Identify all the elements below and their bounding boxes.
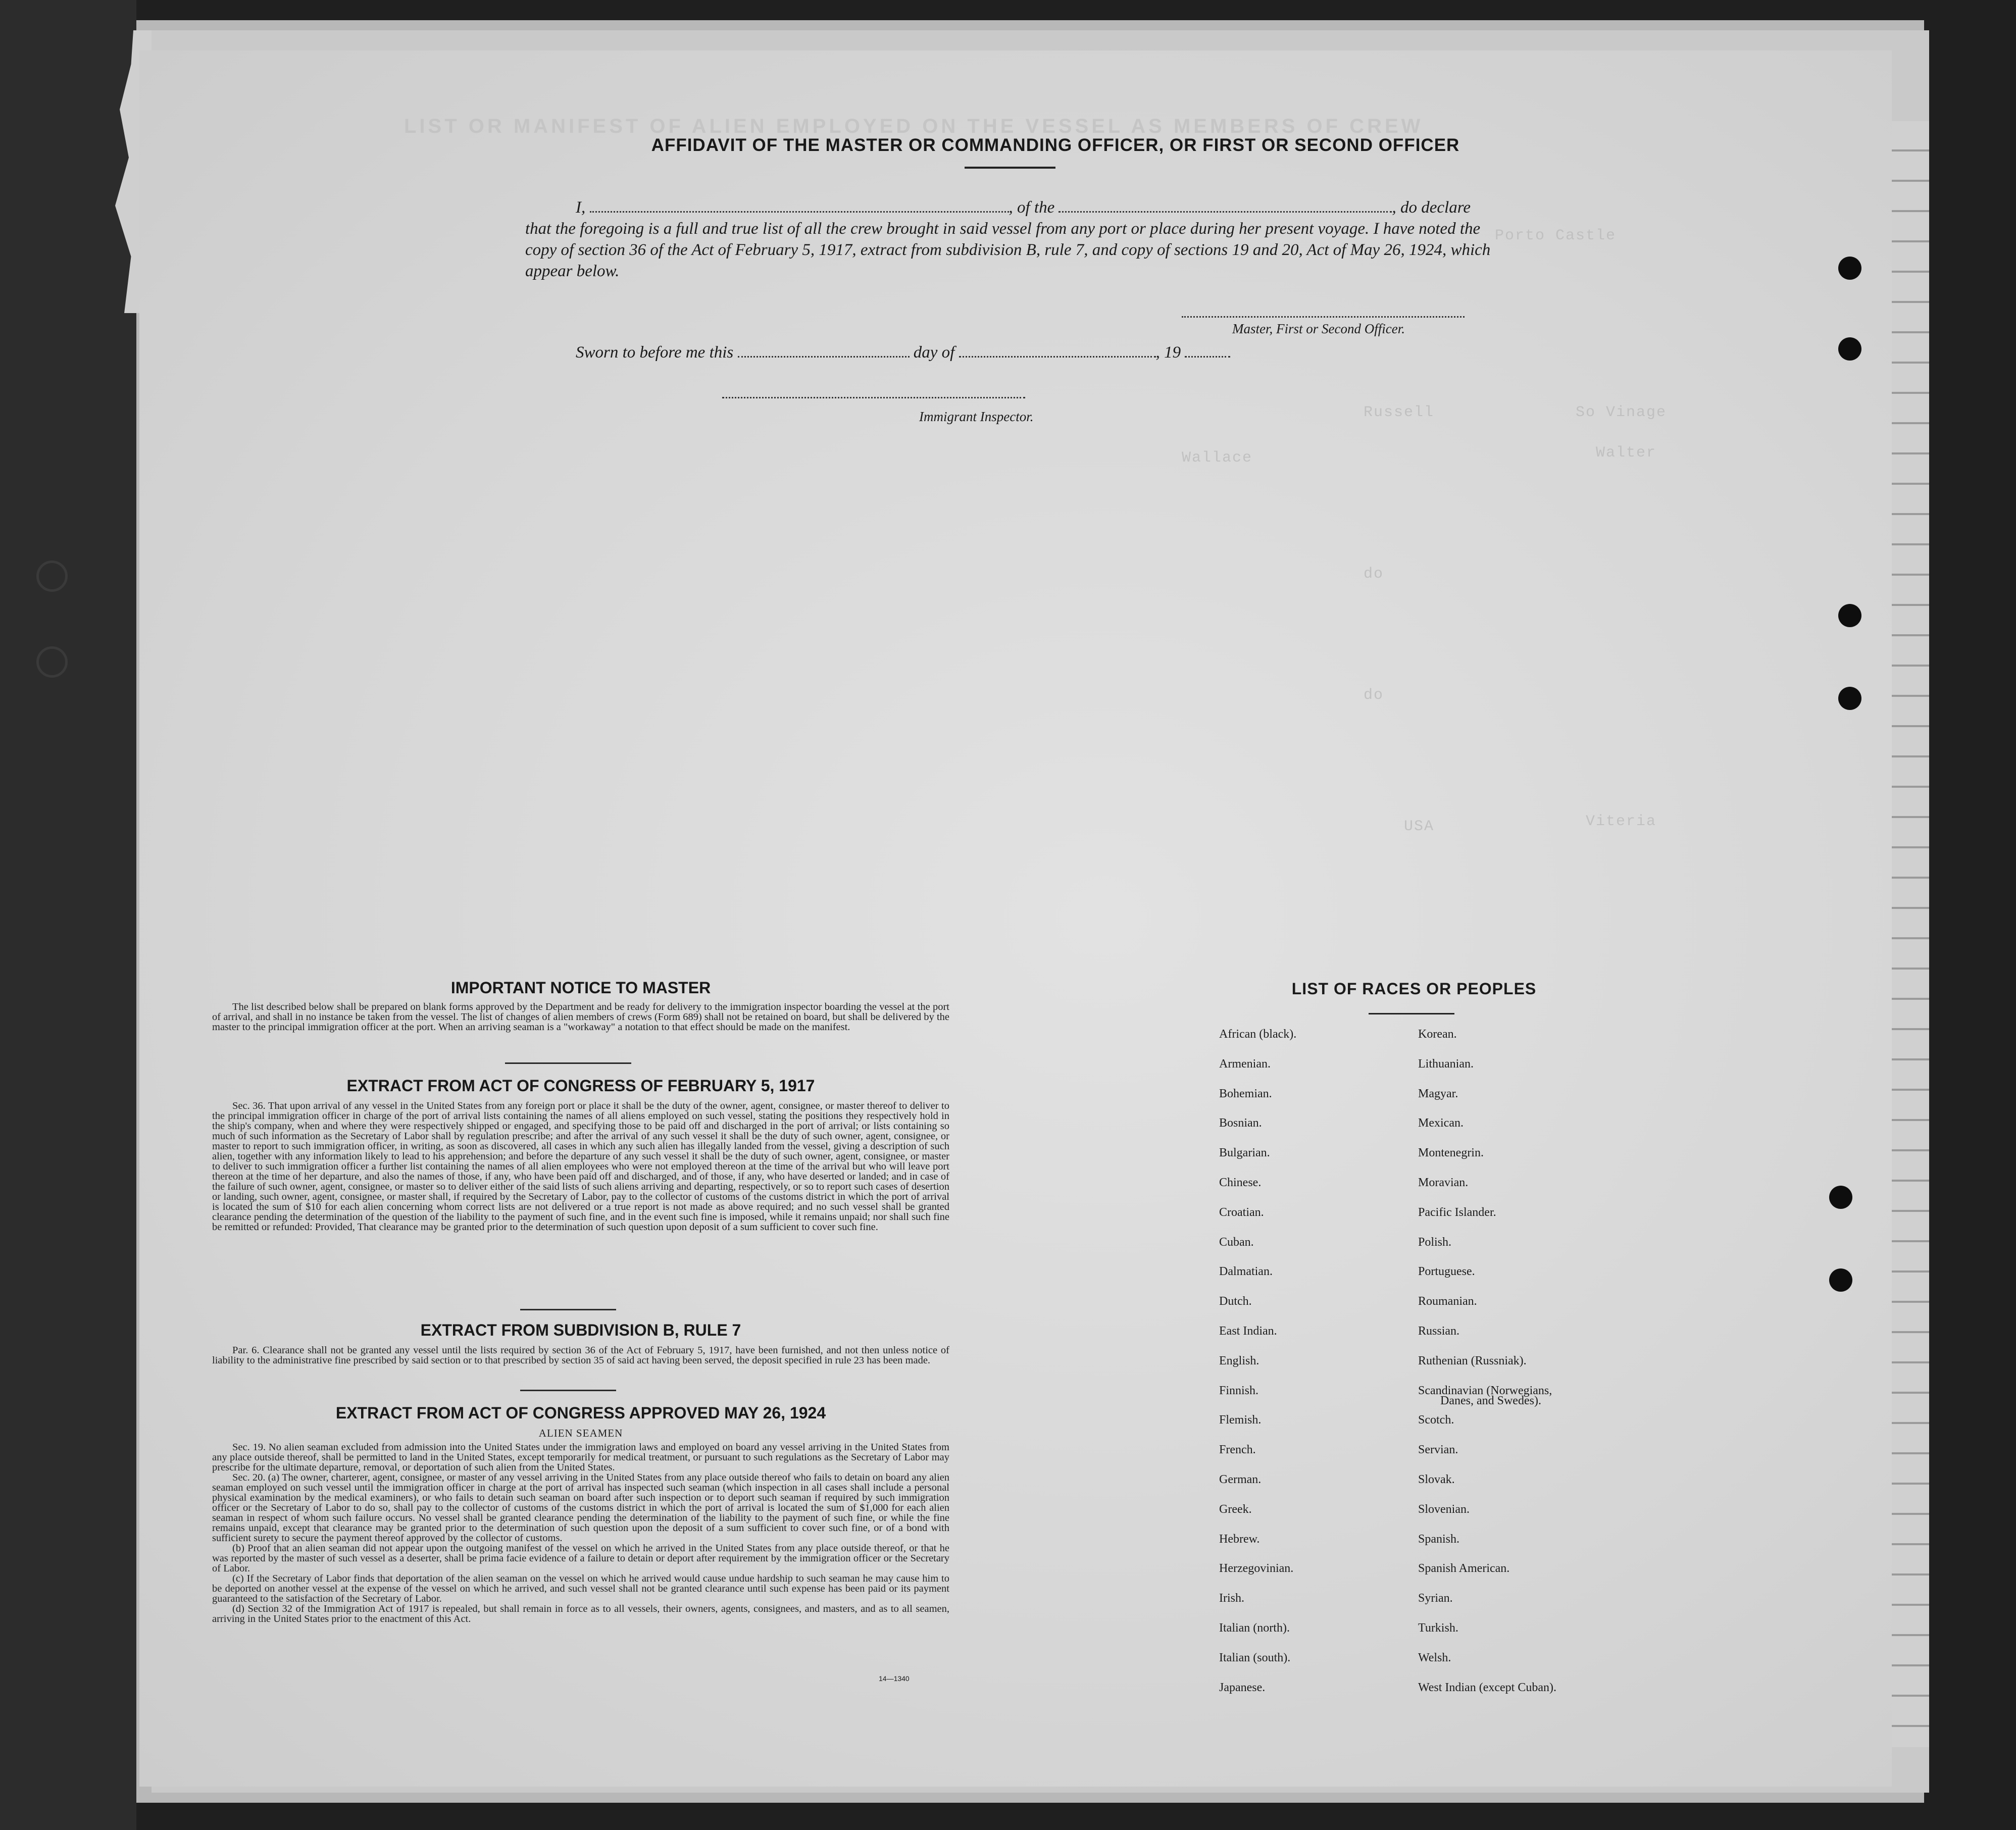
- form-number: 14—1340: [879, 1674, 910, 1683]
- bleed-through-text: Walter: [1596, 444, 1657, 462]
- master-signature-label: Master, First or Second Officer.: [1232, 321, 1405, 336]
- sec-36-paragraph: Sec. 36. That upon arrival of any vessel in the United States from any foreign port or place it shall be the duty of the owner, agent, consignee, or master thereof to deliver to the principal immigration officer in charge of the port of arrival lists containing the names of all aliens employed on such vessel, stating the positions they respectively hold in the ship's company, when and where they were respectively shipped or engaged, and specifying those to be paid off and discharged in the port of arrival; or lists containing so much of such information as the Secretary of Labor shall by regulation prescribe; and after the arrival of any such vessel it shall be the duty of such owner, agent, consignee, or master to report to such immigration officer, in writing, as soon as discovered, all cases in which any such alien has illegally landed from the vessel, giving a description of such alien, together with any information likely to lead to his apprehension; and before the departure of any such vessel it shall be the duty of such owner, agent, consignee, or master to deliver to such immigration officer a further list containing the names of all alien employees who were not employed thereon at the time of the arrival but who will leave port thereon at the time of her departure, and also the names of those, if any, who have been paid off and discharged, and of those, if any, who have deserted or landed; and in case of the failure of such owner, agent, consignee, or master so to deliver either of the said lists of such aliens arriving and departing, respectively, or so to report such cases of desertion or landing, such owner, agent, consignee, or master shall, if required by the Secretary of Labor, pay to the collector of customs of the customs district in which the port of arrival is located the sum of $10 for each alien concerning whom correct lists are not delivered or a true report is not made as above required; and no such vessel shall be granted clearance pending the determination of the question of the liability to the payment of such fine, and in the event such fine is imposed, while it remains unpaid; nor shall such fine be remitted or refunded: Provided, That clearance may be granted prior to the determination of such question upon deposit of a sum sufficient to cover such fine.: [212, 1100, 949, 1233]
- punch-hole-icon: [1838, 604, 1861, 627]
- race-item: African (black).: [1219, 1028, 1297, 1041]
- races-rule: [1369, 1013, 1454, 1014]
- sworn-day-field[interactable]: [738, 355, 910, 358]
- extract-1917-title: EXTRACT FROM ACT OF CONGRESS OF FEBRUARY 5, 1917: [346, 1077, 815, 1095]
- inspector-signature-field[interactable]: [722, 397, 1025, 398]
- race-item: Lithuanian.: [1418, 1057, 1474, 1071]
- scan-border-left: [0, 0, 136, 1830]
- race-item: Hebrew.: [1219, 1533, 1260, 1546]
- master-signature-field[interactable]: [1182, 316, 1465, 318]
- affidavit-title: AFFIDAVIT OF THE MASTER OR COMMANDING OFFICER, OR FIRST OR SECOND OFFICER: [651, 135, 1460, 155]
- race-item: Korean.: [1418, 1028, 1457, 1041]
- race-item: Servian.: [1418, 1443, 1458, 1456]
- race-item: Montenegrin.: [1418, 1146, 1484, 1159]
- section-rule: [505, 1062, 631, 1064]
- par-6-paragraph: Par. 6. Clearance shall not be granted any vessel until the lists required by section 36 of the Act of February 5, 1917, have been furnished, and not then unless notice of liability to the administrative fine prescribed by said section or to that prescribed by section 35 of said act having been served, the deposit specified in rule 23 has been made.: [212, 1345, 949, 1366]
- race-item: German.: [1219, 1473, 1262, 1486]
- sworn-year-label: , 19: [1155, 343, 1181, 362]
- race-item: Italian (south).: [1219, 1651, 1291, 1664]
- race-item: Mexican.: [1418, 1116, 1464, 1130]
- race-item: Moravian.: [1418, 1176, 1469, 1189]
- bleed-through-text: Porto Castle: [1495, 227, 1617, 244]
- race-item: Dalmatian.: [1219, 1265, 1273, 1278]
- race-item: Spanish American.: [1418, 1562, 1510, 1575]
- sworn-line: [576, 343, 1230, 362]
- bleed-through-text: do: [1364, 687, 1384, 704]
- name-field[interactable]: [590, 211, 1009, 213]
- sworn-year-field[interactable]: [1185, 355, 1230, 358]
- binder-ring-icon: [36, 646, 68, 678]
- title-rule: [965, 167, 1055, 169]
- race-item: Welsh.: [1418, 1651, 1451, 1664]
- extract-1917-text: [212, 1101, 949, 1232]
- bleed-through-text: Viteria: [1586, 813, 1657, 830]
- race-item: French.: [1219, 1443, 1256, 1456]
- race-item: Russian.: [1418, 1325, 1460, 1338]
- race-item: Turkish.: [1418, 1621, 1458, 1635]
- race-item: Dutch.: [1219, 1295, 1252, 1308]
- bleed-through-text: Russell: [1364, 404, 1435, 421]
- bleed-through-text: do: [1364, 566, 1384, 583]
- notice-title: IMPORTANT NOTICE TO MASTER: [450, 979, 711, 997]
- race-item: Greek.: [1219, 1503, 1252, 1516]
- binder-ring-icon: [36, 561, 68, 592]
- section-rule: [520, 1309, 616, 1310]
- race-item: Croatian.: [1219, 1206, 1264, 1219]
- race-item: Herzegovinian.: [1219, 1562, 1294, 1575]
- sec-19-paragraph: Sec. 19. No alien seaman excluded from admission into the United States under the immigration laws and employed on board any vessel arriving in the United States from any place outside thereof, shall be permitted to land in the United States, except temporarily for medical treatment, or pursuant to such regulations as the Secretary of Labor may prescribe for the ultimate departure, removal, or deportation of such alien from the United States.: [212, 1442, 949, 1473]
- race-item: Bulgarian.: [1219, 1146, 1270, 1159]
- declaration-line: [525, 197, 1500, 218]
- punch-hole-icon: [1829, 1268, 1852, 1292]
- race-item: Finnish.: [1219, 1384, 1259, 1397]
- race-item: Japanese.: [1219, 1681, 1266, 1694]
- race-item: Polish.: [1418, 1236, 1452, 1249]
- vessel-field[interactable]: [1059, 211, 1392, 213]
- race-item: Syrian.: [1418, 1592, 1453, 1605]
- i-label: I,: [576, 198, 586, 217]
- race-item: Italian (north).: [1219, 1621, 1290, 1635]
- sec-20b-paragraph: (b) Proof that an alien seaman did not appear upon the outgoing manifest of the vessel on which he arrived in the United States from any place outside thereof, or that he was reported by the master of such vessel as a deserter, shall be prima facie evidence of a failure to detain or deport after requirement by the immigration officer or the Secretary of Labor.: [212, 1543, 949, 1574]
- race-item: Bosnian.: [1219, 1116, 1262, 1130]
- race-item: Portuguese.: [1418, 1265, 1475, 1278]
- punch-hole-icon: [1838, 687, 1861, 710]
- sworn-month-field[interactable]: [959, 355, 1156, 358]
- race-item-continuation: Danes, and Swedes).: [1440, 1394, 1541, 1407]
- race-item: West Indian (except Cuban).: [1418, 1681, 1556, 1694]
- bleed-through-text: Wallace: [1182, 449, 1253, 467]
- race-item: English.: [1219, 1354, 1259, 1367]
- race-item: Ruthenian (Russniak).: [1418, 1354, 1527, 1367]
- sworn-prefix: Sworn to before me this: [576, 343, 734, 362]
- rule7-title: EXTRACT FROM SUBDIVISION B, RULE 7: [420, 1321, 741, 1339]
- race-item: Roumanian.: [1418, 1295, 1477, 1308]
- race-item: Pacific Islander.: [1418, 1206, 1496, 1219]
- notice-text: [212, 1002, 949, 1032]
- sec-20d-paragraph: (d) Section 32 of the Immigration Act of 1917 is repealed, but shall remain in force as to all vessels, their owners, agents, consignees, and masters, and as to all seamen, arriving in the United States prior to the enactment of this Act.: [212, 1603, 949, 1624]
- affidavit-text: that the foregoing is a full and true list of all the crew brought in said vessel from any port or place during her present voyage. I have noted the copy of section 36 of the Act of February 5, 1917, extract from subdivision B, rule 7, and copy of sections 19 and 20, Act of May 26, 1924, which appear below.: [525, 220, 1491, 280]
- race-item: East Indian.: [1219, 1325, 1277, 1338]
- race-item: Slovenian.: [1418, 1503, 1470, 1516]
- do-declare-label: , do declare: [1392, 198, 1471, 217]
- extract-1924-title: EXTRACT FROM ACT OF CONGRESS APPROVED MAY 26, 1924: [335, 1404, 826, 1422]
- punch-hole-icon: [1838, 257, 1861, 280]
- affidavit-body: [525, 197, 1500, 282]
- race-item: Flemish.: [1219, 1413, 1262, 1427]
- race-item: Slovak.: [1418, 1473, 1455, 1486]
- race-item: Scandinavian (Norwegians,: [1418, 1384, 1552, 1397]
- rule7-text: [212, 1345, 949, 1365]
- of-the-label: , of the: [1009, 198, 1055, 217]
- race-item: Magyar.: [1418, 1087, 1458, 1100]
- race-item: Cuban.: [1219, 1236, 1254, 1249]
- race-item: Scotch.: [1418, 1413, 1454, 1427]
- inspector-label: Immigrant Inspector.: [919, 409, 1034, 424]
- race-item: Irish.: [1219, 1592, 1244, 1605]
- section-rule: [520, 1390, 616, 1391]
- race-item: Spanish.: [1418, 1533, 1460, 1546]
- race-item: Bohemian.: [1219, 1087, 1272, 1100]
- sec-20a-paragraph: Sec. 20. (a) The owner, charterer, agent, consignee, or master of any vessel arriving in the United States from any place outside thereof who fails to detain on board any alien seaman employed on such vessel until the immigration officer in charge at the port of arrival has inspected such seaman (which inspection in all cases shall include a personal physical examination by the medical examiners), or who fails to detain such seaman on board after such inspection or to deport such seaman if required by such immigration officer or the Secretary of Labor to do so, shall pay to the collector of customs of the customs district in which the port of arrival is located the sum of $1,000 for each alien seaman in respect of whom such failure occurs. No vessel shall be granted clearance pending the determination of the liability to the payment of such fine, or while the fine remains unpaid, except that clearance may be granted prior to the determination of such question upon the deposit of a sum sufficient to cover such fine, or of a bond with sufficient surety to secure the payment thereof approved by the collector of customs.: [212, 1472, 949, 1544]
- notice-paragraph: The list described below shall be prepared on blank forms approved by the Department and be ready for delivery to the immigration inspector boarding the vessel at the port of arrival, and shall in no instance be taken from the vessel. The list of changes of alien members of crews (Form 689) shall not be retained on board, but shall be delivered by the master to the principal immigration officer at the port. When an arriving seaman is a "workaway" a notation to that effect should be made on the manifest.: [212, 1001, 949, 1033]
- sec-20c-paragraph: (c) If the Secretary of Labor finds that deportation of the alien seaman on the vessel on which he arrived would cause undue hardship to such seaman he may cause him to be deported on another vessel at the expense of the vessel on which he arrived, and such vessel shall not be granted clearance until such expense has been paid or its payment guaranteed to the satisfaction of the Secretary of Labor.: [212, 1573, 949, 1604]
- bleed-through-text: So Vinage: [1576, 404, 1667, 421]
- races-title: LIST OF RACES OR PEOPLES: [1291, 980, 1537, 998]
- punch-hole-icon: [1838, 337, 1861, 361]
- extract-1924-text: [212, 1442, 949, 1624]
- race-item: Armenian.: [1219, 1057, 1271, 1071]
- bleed-through-text: USA: [1404, 818, 1435, 835]
- alien-seamen-subtitle: ALIEN SEAMEN: [538, 1427, 623, 1439]
- sworn-day-label: day of: [913, 343, 955, 362]
- race-item: Chinese.: [1219, 1176, 1262, 1189]
- bleed-through-heading: LIST OR MANIFEST OF ALIEN EMPLOYED ON THE VESSEL AS MEMBERS OF CREW: [404, 115, 1424, 137]
- punch-hole-icon: [1829, 1186, 1852, 1209]
